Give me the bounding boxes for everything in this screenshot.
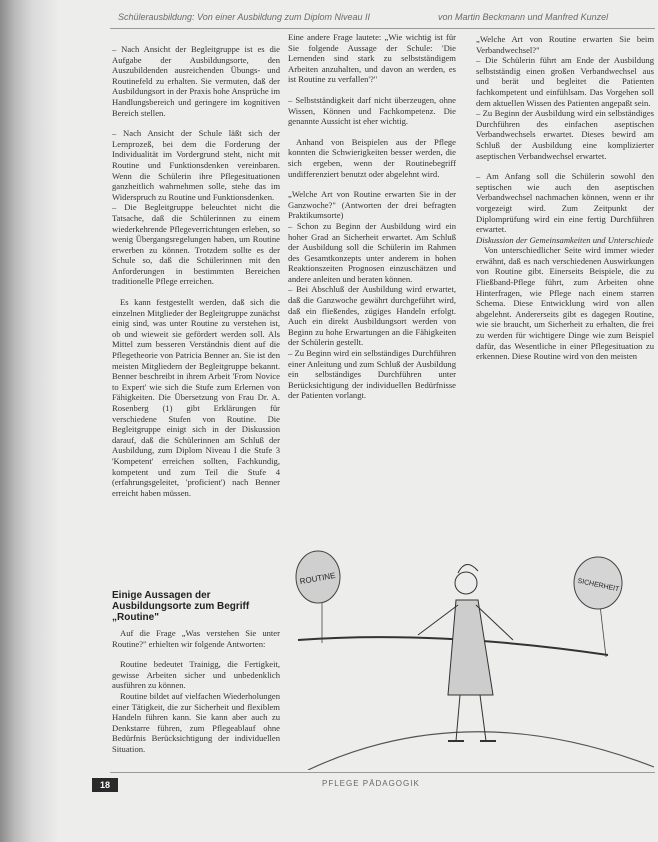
balancing-figure — [418, 564, 513, 741]
paragraph: – Selbstständigkeit darf nicht überzeugen, ohne Wissen, Können und Fachkompetenz. Die genannte Aussicht ist eher wichtig. — [288, 94, 456, 127]
column-left — [112, 44, 280, 599]
page-number: 18 — [92, 778, 118, 792]
section-heading-italic: Diskussion der Gemeinsamkeiten und Unterschiede — [476, 234, 654, 245]
paragraph: Routine bildet auf vielfachen Wiederholungen einer Tätigkeit, die zur Sicherheit und flexiblem Handeln führen kann. Sie kann aber auch zu Denkstarre führen, zum Pflegeablauf ohne Bedürfnis Berücksichtigung der individuellen Situation. — [112, 690, 280, 754]
header-authors: von Martin Beckmann und Manfred Kunzel — [438, 12, 609, 22]
footer-divider — [110, 772, 655, 773]
paragraph: – Am Anfang soll die Schülerin sowohl den septischen wie auch den aseptischen Verbandwechsel nachmachen können, wenn er ihr vorgezeigt wird. Zum Zeitpunkt der Diplomprüfung wird ein eine fertig Durchführen erwartet. — [476, 171, 654, 235]
balloon-label-left: ROUTINE — [299, 570, 337, 587]
column-left-lower — [112, 628, 280, 778]
ground-arc — [308, 732, 654, 770]
paragraph: Routine bedeutet Trainigg, die Fertigkeit, gewisse Arbeiten sicher und unbedenklich ausführen zu können. — [112, 659, 280, 691]
publication-name: PFLEGE PÄDAGOGIK — [322, 779, 420, 788]
balloon-left — [296, 551, 340, 643]
header-title: Schülerausbildung: Von einer Ausbildung zum Diplom Niveau II — [118, 12, 370, 22]
tightrope-illustration — [288, 545, 654, 770]
section-heading-box — [112, 590, 282, 627]
paragraph: – Bei Abschluß der Ausbildung wird erwartet, daß die Ganzwoche gewährt durchgeführt wird, daß ein fließendes, zügiges Handeln erfolgt. Auch ein direkt Ausbildungsort werden von Beginn zu hohe Erwartungen an die Fähigkeiten der Schülerin gestellt. — [288, 284, 456, 348]
paragraph: Von unterschiedlicher Seite wird immer wieder erwähnt, daß es nach verschiedenen Auswirkungen von Routine gibt. Einerseits Beispiele, die zu Fließband-Pflege führt, zum Arbeiten ohne Hinterfragen, wie Pflege nach einem starren Schema. Diese Entwicklung wird von allen abgelehnt. Andererseits gibt es dagegen Routine, wie sie braucht, um Sicherheit zu erhalten, die frei zu werden für wichtigere Dinge wie zum Beispiel dafür, das Wesentliche in einer Pflegesituation zu erkennen. Diese Routine wird von den meisten — [476, 245, 654, 362]
paragraph: „Welche Art von Routine erwarten Sie beim Verbandwechsel?" — [476, 34, 654, 55]
paragraph: – Zu Beginn der Ausbildung wird ein selbständiges Durchführen des einfachen aseptischen Verbandwechsels erwartet. Dieses bewird am Schluß der Ausbildung eine komplizierter aseptischen Verbandwechsel erwartet. — [476, 108, 654, 161]
paragraph: Eine andere Frage lautete: „Wie wichtig ist für Sie folgende Aussage der Schule: 'Die Lernenden sind stark zu selbstständigem Arbeiten anzuhalten, und davon an werden, es ist Routine zu verfallen'?" — [288, 32, 456, 85]
paragraph: – Nach Ansicht der Schule läßt sich der Lernprozeß, bei dem die Forderung der Individualität im Vordergrund steht, nicht mit Routine und Funktionsdenken vereinbaren. Wenn die Schülerin ihre Pflegesituationen ganzheitlich wahrnehmen solle, stehe das im Widerspruch zu Routine und Funktionsdenken. — [112, 128, 280, 202]
paragraph: – Die Schülerin führt am Ende der Ausbildung selbstständig einen großen Verbandwechsel aus und berät und begleitet die Patienten fachkompetent und einfühlsam. Das Vorgehen soll dem aktuellen Wissen des Patienten angepaßt sein. — [476, 55, 654, 108]
paragraph: Auf die Frage „Was verstehen Sie unter Routine?" erhielten wir folgende Antworten: — [112, 628, 280, 649]
section-heading: Einige Aussagen der Ausbildungsorte zum Begriff „Routine" — [112, 590, 250, 623]
paragraph: – Zu Beginn wird ein selbständiges Durchführen einer Anleitung und zum Schluß der Ausbildung ein selbständiges Durchführen unter Berücksichtigung der individuellen Bedürfnisse der Patienten vorlangt. — [288, 348, 456, 401]
column-right — [476, 34, 654, 494]
paragraph: – Die Begleitgruppe beleuchtet nicht die Tatsache, daß die Schülerinnen zu einem wiederkehrende Pflegeverrichtungen erleben, so wenig Übergangsregelungen haben, um Routine erwerben zu können. Trotzdem sollte es der Schule so, daß die Schülerinnen mit den Anforderungen in bestimmten Bereichen traditionelle Pflege erreichen. — [112, 202, 280, 287]
paragraph: Anhand von Beispielen aus der Pflege konnten die Schwierigkeiten besser werden, die sich ergeben, wenn der Routinebegriff undifferenziert benutzt oder abgelehnt wird. — [288, 136, 456, 179]
balloon-label-right: SICHERHEIT — [576, 577, 620, 594]
paragraph: „Welche Art von Routine erwarten Sie in der Ganzwoche?" (Antworten der drei befragten Praktikumsorte) — [288, 189, 456, 221]
column-middle — [288, 32, 456, 522]
paragraph: – Schon zu Beginn der Ausbildung wird ein hoher Grad an Sicherheit erwartet. Am Schluß der Ausbildung soll die Schülerin im Rahmen des Gesamtkonzepts unter anderem in hohen Reaktionszeiten Prognosen einzuschätzen und andere anleiten und beraten können. — [288, 220, 456, 284]
balloon-right — [574, 557, 622, 657]
paragraph: – Nach Ansicht der Begleitgruppe ist es die Aufgabe der Ausbildungsorte, den Auszubildenden ausreichenden Übungs- und Routinefeld zu erhalten. Sie vermuten, daß der Ausbildungsort in der Praxis hohe Ansprüche im Handlungsbereich und geringere im kognitiven Bereich stellen. — [112, 44, 280, 118]
running-header — [118, 12, 653, 26]
paragraph: Es kann festgestellt werden, daß sich die einzelnen Mitglieder der Begleitgruppe zunächst einig sind, was unter Routine zu verstehen ist, ob und wieweit sie gefördert werden soll. Als Mittel zum besseren Verständnis dient auf die Pflegetheorie von Patricia Benner an. Sie ist den meisten Mitgliedern der Begleitgruppe bekannt. Benner beschreibt in ihrem Arbeit 'From Novice to Expert' wie sich die Stufe zum Erlernen von Fähigkeiten. Die Übersetzung von Frau Dr. A. Rosenberg (1) gibt Erklärungen für verschiedene Stufen von Routine. Die Begleitgruppe einigt sich in der Diskussion darauf, daß die Schülerinnen am Schluß der Ausbildung, zum Diplom Niveau I die Stufe 3 'Kompetent' erreichen sollten, Fachkundig, kompetent und zum Teil die Stufe 4 (erfahrungsgeleitet, 'proficient') nach Benner erreicht haben müssen. — [112, 297, 280, 498]
header-divider — [110, 28, 655, 29]
page-spine-shadow — [0, 0, 58, 842]
